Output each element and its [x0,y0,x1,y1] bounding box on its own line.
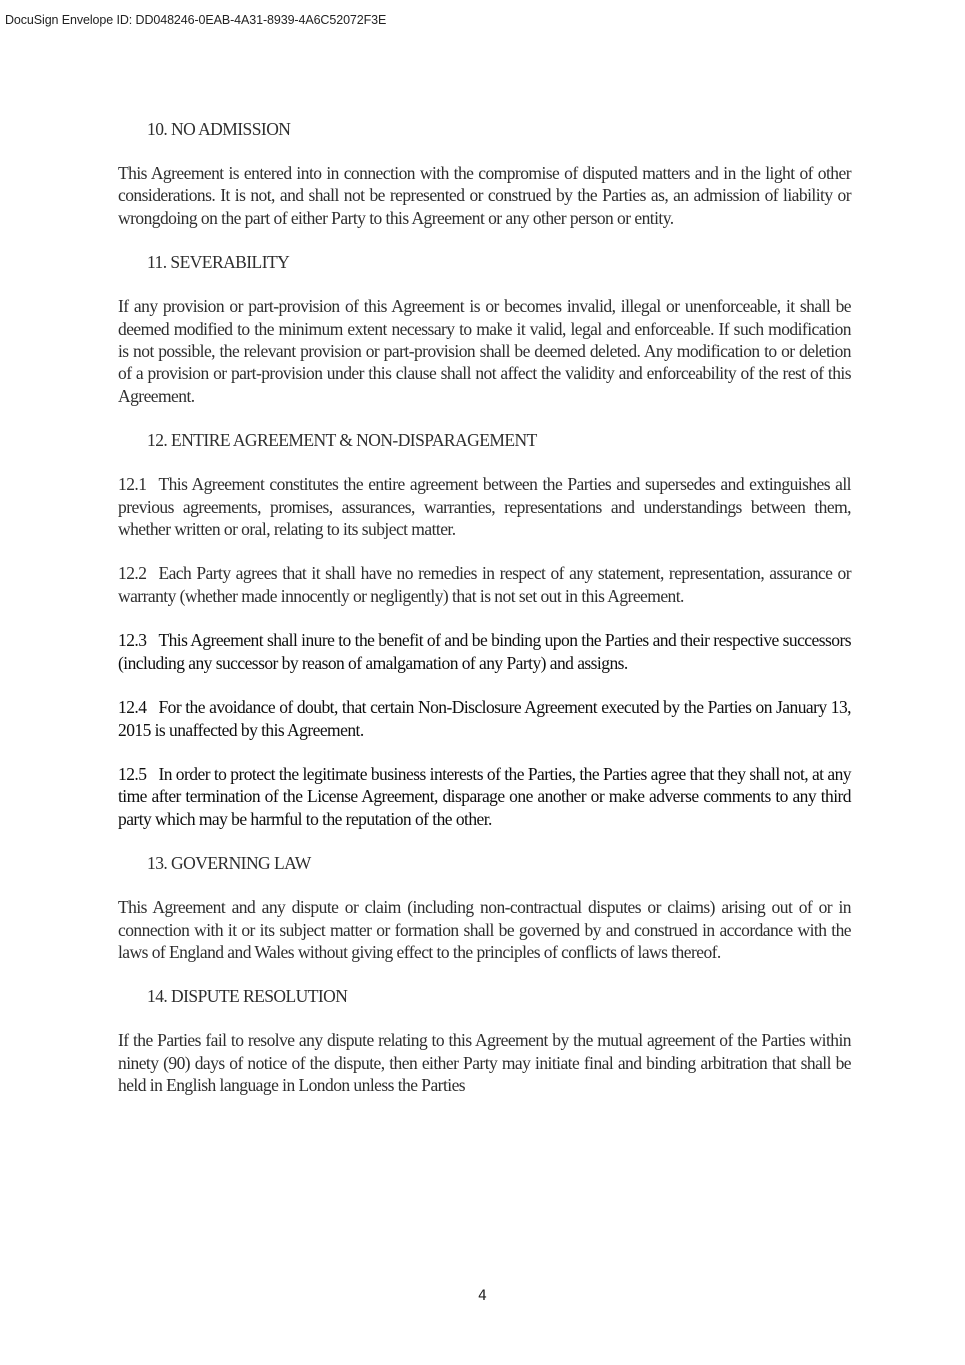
section-heading-dispute-resolution: 14. DISPUTE RESOLUTION [147,986,348,1007]
clause-text: This Agreement constitutes the entire agreement between the Parties and supersedes and extinguishes all previous agreements, promises, assurances, warranties, representations and understandings between them, whether written or oral, relating to its subject matter. [118,474,851,540]
clause-12-2 [118,562,851,607]
clause-12-3 [118,629,851,674]
section-body-dispute-resolution: If the Parties fail to resolve any dispute relating to this Agreement by the mutual agreement of the Parties within ninety (90) days of notice of the dispute, then either Party may initiate final and binding arbitration that shall be held in English language in London unless the Parties [118,1030,851,1096]
clause-number: 12.4 [118,697,147,718]
clause-text: For the avoidance of doubt, that certain Non-Disclosure Agreement executed by the Parties on January 13, 2015 is unaffected by this Agreement. [118,697,851,740]
section-body-governing-law: This Agreement and any dispute or claim (including non-contractual disputes or claims) arising out of or in connection with it or its subject matter or formation shall be governed by and construed in accordance with the laws of England and Wales without giving effect to the principles of conflicts of laws thereof. [118,897,851,962]
docusign-envelope-id: DocuSign Envelope ID: DD048246-0EAB-4A31-8939-4A6C52072F3E [5,13,387,27]
section-heading-entire-agreement: 12. ENTIRE AGREEMENT & NON-DISPARAGEMENT [147,430,537,451]
clause-12-5 [118,763,851,830]
clause-text: Each Party agrees that it shall have no remedies in respect of any statement, representation, assurance or warranty (whether made innocently or negligently) that is not set out in this Agreement. [118,563,851,606]
clause-12-4 [118,696,851,741]
section-heading-severability: 11. SEVERABILITY [147,252,290,273]
clause-number: 12.1 [118,474,147,495]
clause-text: This Agreement shall inure to the benefit of and be binding upon the Parties and their respective successors (including any successor by reason of amalgamation of any Party) and assigns. [118,630,851,673]
section-body-severability: If any provision or part-provision of this Agreement is or becomes invalid, illegal or unenforceable, it shall be deemed modified to the minimum extent necessary to make it valid, legal and enforceable. If such modification is not possible, the relevant provision or part-provision shall be deemed deleted. Any modification to or deletion of a provision or part-provision under this clause shall not affect the validity and enforceability of the rest of this Agreement. [118,296,851,406]
section-heading-governing-law: 13. GOVERNING LAW [147,853,311,874]
clause-text: In order to protect the legitimate business interests of the Parties, the Parties agree that they shall not, at any time after termination of the License Agreement, disparage one another or make adverse comments to any third party which may be harmful to the reputation of the other. [118,763,851,829]
clause-12-1 [118,473,851,540]
clause-number: 12.3 [118,630,147,651]
section-body-no-admission: This Agreement is entered into in connection with the compromise of disputed matters and in the light of other considerations. It is not, and shall not be represented or construed by the Parties as, an admission of liability or wrongdoing on the part of either Party to this Agreement or any other person or entity. [118,163,851,228]
clause-number: 12.5 [118,763,147,784]
document-body [118,118,851,1119]
page-number: 4 [478,1288,487,1304]
clause-number: 12.2 [118,563,147,584]
section-heading-no-admission: 10. NO ADMISSION [147,119,291,139]
